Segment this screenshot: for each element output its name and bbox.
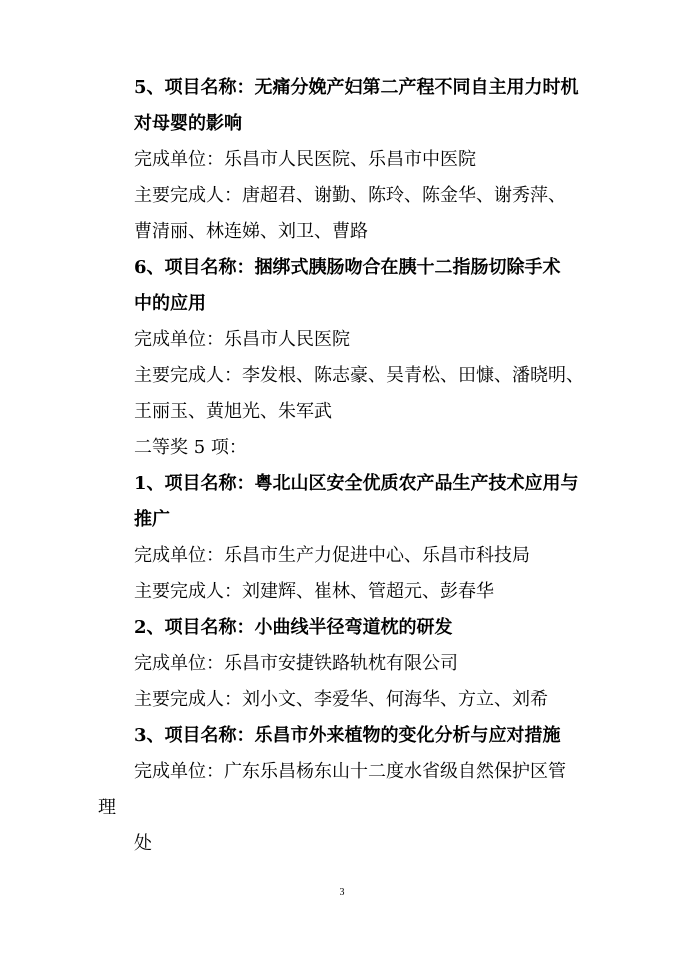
page-number: 3	[339, 887, 345, 898]
second-project-3-unit-cont-1: 理	[98, 797, 116, 818]
project-5-people-cont: 曹清丽、林连娣、刘卫、曹路	[134, 221, 368, 242]
second-project-3-unit-cont-2: 处	[134, 833, 152, 854]
second-project-1-people: 主要完成人：刘建辉、崔林、管超元、彭春华	[134, 581, 494, 602]
project-5-people: 主要完成人：唐超君、谢勤、陈玲、陈金华、谢秀萍、	[134, 185, 566, 206]
project-6-people-cont: 王丽玉、黄旭光、朱军武	[134, 401, 332, 422]
second-project-1-title-cont: 推广	[134, 509, 170, 530]
second-project-3-unit: 完成单位：广东乐昌杨东山十二度水省级自然保护区管	[134, 761, 566, 782]
project-6-people: 主要完成人：李发根、陈志豪、吴青松、田慷、潘晓明、	[134, 365, 584, 386]
project-5-title: 5、项目名称：无痛分娩产妇第二产程不同自主用力时机	[134, 77, 579, 98]
project-5-title-cont: 对母婴的影响	[134, 113, 242, 134]
second-project-1-title: 1、项目名称：粤北山区安全优质农产品生产技术应用与	[134, 473, 579, 494]
project-5-unit: 完成单位：乐昌市人民医院、乐昌市中医院	[134, 149, 476, 170]
second-project-2-unit: 完成单位：乐昌市安捷铁路轨枕有限公司	[134, 653, 458, 674]
project-6-title: 6、项目名称：捆绑式胰肠吻合在胰十二指肠切除手术	[134, 257, 561, 278]
second-project-2-title: 2、项目名称：小曲线半径弯道枕的研发	[134, 617, 453, 638]
project-6-title-cont: 中的应用	[134, 293, 206, 314]
second-project-3-title: 3、项目名称：乐昌市外来植物的变化分析与应对措施	[134, 725, 561, 746]
second-prize-heading: 二等奖 5 项：	[134, 437, 247, 458]
project-6-unit: 完成单位：乐昌市人民医院	[134, 329, 350, 350]
second-project-1-unit: 完成单位：乐昌市生产力促进中心、乐昌市科技局	[134, 545, 530, 566]
second-project-2-people: 主要完成人：刘小文、李爱华、何海华、方立、刘希	[134, 689, 548, 710]
